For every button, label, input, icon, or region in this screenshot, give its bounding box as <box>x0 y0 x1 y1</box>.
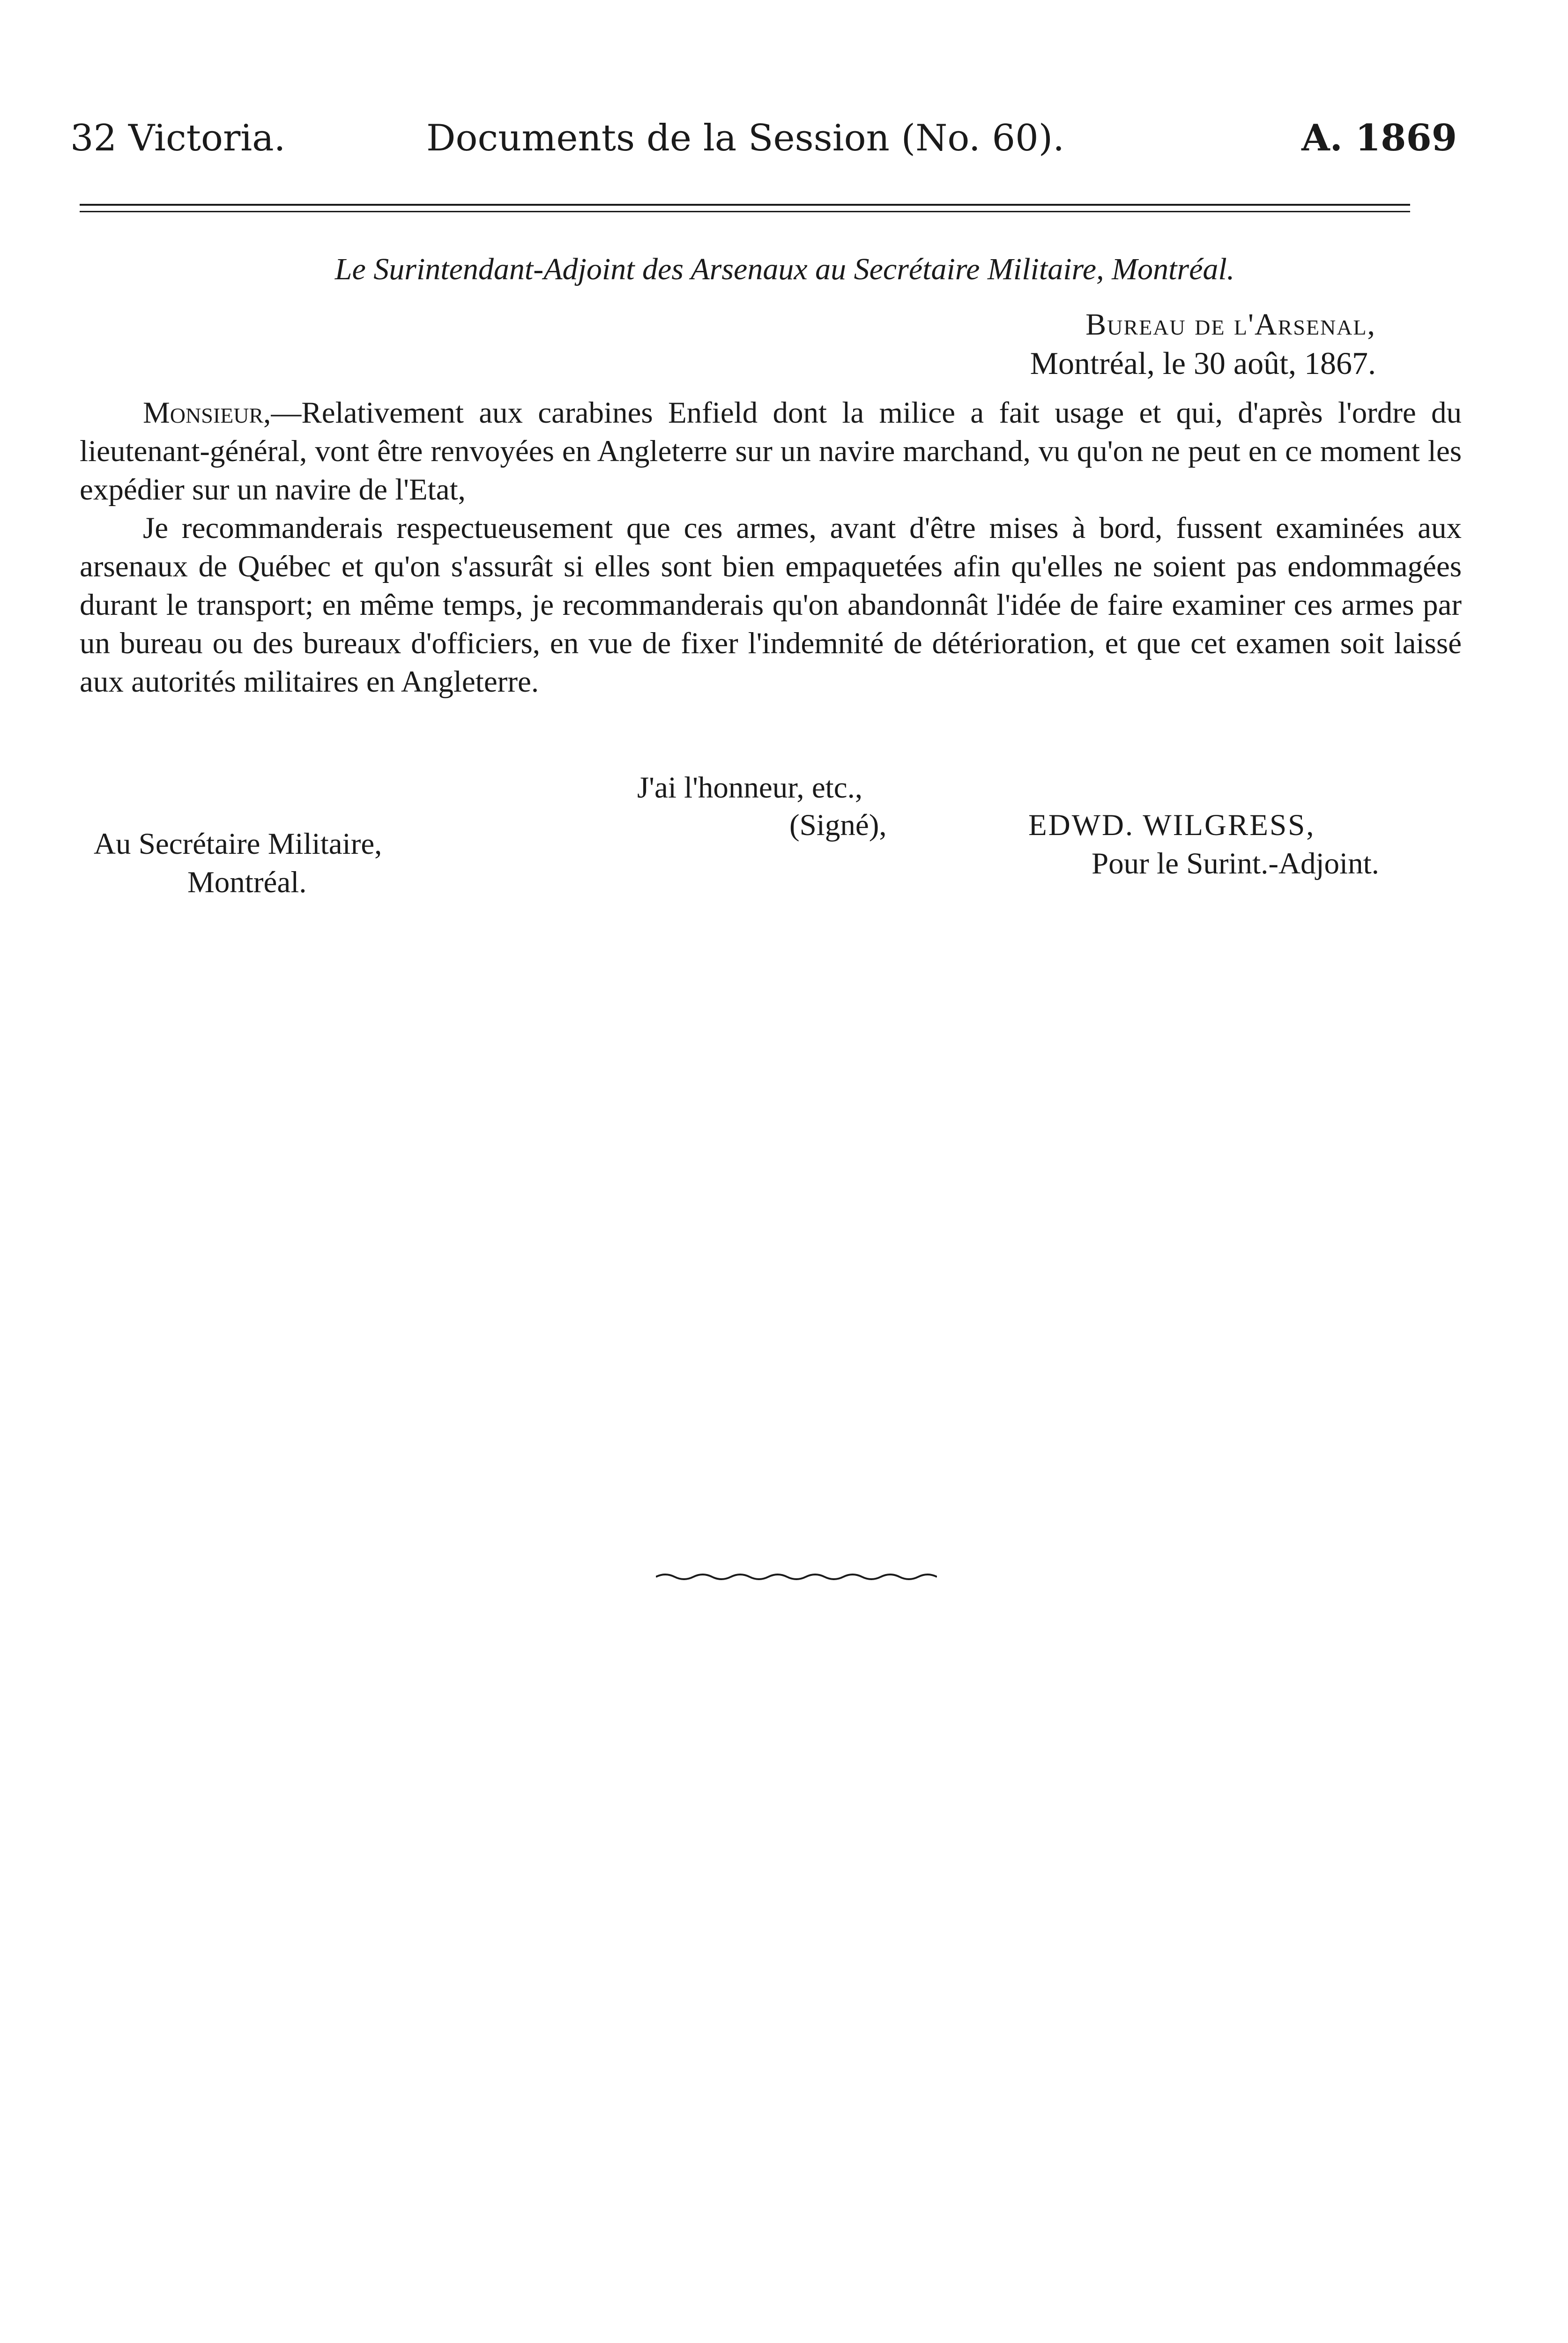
header-rule-top <box>80 204 1410 206</box>
letter-place-date: Montréal, le 30 août, 1867. <box>1030 345 1376 381</box>
letter-salutation: Monsieur, <box>143 396 271 430</box>
letter-signed-label: (Signé), <box>789 808 887 842</box>
header-document-title: Documents de la Session (No. 60). <box>426 117 1064 159</box>
letter-office <box>1085 305 1376 345</box>
addressee-line-1: Au Secrétaire Militaire, <box>94 827 382 861</box>
letter-office-text: Bureau de l'Arsenal, <box>1085 307 1376 342</box>
header-rule-bottom <box>80 211 1410 212</box>
header-year: A. 1869 <box>1301 117 1457 159</box>
letter-addressee <box>94 825 382 902</box>
letter-title: Le Surintendant-Adjoint des Arsenaux au Secrétaire Militaire, Montréal. <box>334 252 1235 286</box>
letter-paragraph-1 <box>80 394 1462 509</box>
section-end-ornament <box>656 1570 937 1584</box>
letter-paragraph-2: Je recommanderais respectueusement que ces armes, avant d'être mises à bord, fussent examinées aux arsenaux de Québec et qu'on s'assurât si elles sont bien empaquetées afin qu'elles ne soient pas endommagées durant le transport; en même temps, je recommanderais qu'on abandonnât l'idée de faire examiner ces armes par un bureau ou des bureaux d'officiers, en vue de fixer l'indemnité de détérioration, et que cet examen soit laissé aux autorités militaires en Angleterre. <box>80 511 1462 699</box>
letter-closing: J'ai l'honneur, etc., <box>637 771 863 805</box>
letter-signatory: EDWD. WILGRESS, <box>1028 808 1315 842</box>
running-header <box>70 112 1457 164</box>
addressee-line-2: Montréal. <box>187 866 307 899</box>
header-session-year: 32 Victoria. <box>70 117 286 159</box>
letter-signatory-title: Pour le Surint.-Adjoint. <box>1092 847 1379 880</box>
letter-paragraph-1-text: —Relativement aux carabines Enfield dont la milice a fait usage et qui, d'après l'ordre du lieutenant-général, vont être renvoyées en Angleterre sur un navire marchand, vu qu'on ne peut en ce moment les expédier sur un navire de l'Etat, <box>80 396 1462 507</box>
letter-body <box>80 394 1462 701</box>
